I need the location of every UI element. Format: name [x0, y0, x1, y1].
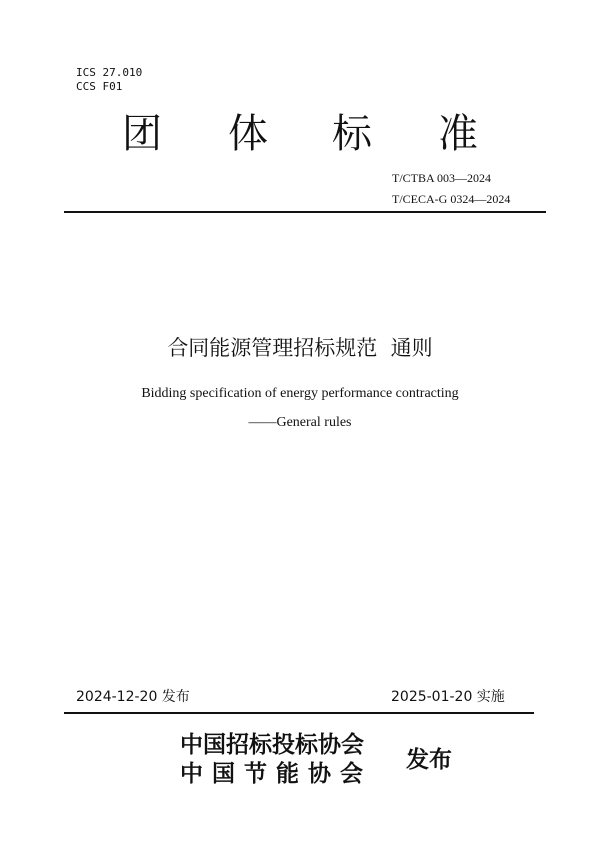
publisher-org-ceca: 中国节能协会: [180, 760, 372, 787]
publish-label: 发布: [406, 746, 452, 773]
publisher-org-ctba: 中国招标投标协会: [180, 731, 364, 758]
issue-date: 2024-12-20 发布: [76, 689, 190, 705]
implementation-date: 2025-01-20 实施: [391, 689, 505, 705]
title-chinese: 合同能源管理招标规范 通则: [167, 336, 433, 360]
doctype-char: 准: [438, 111, 478, 157]
doctype-char: 体: [228, 111, 268, 157]
standard-code-ceca: T/CECA-G 0324—2024: [392, 192, 511, 206]
doctype-char: 标: [332, 111, 372, 157]
footer-divider: [64, 712, 534, 714]
document-type-heading: [0, 108, 600, 160]
subtitle-english: ——General rules: [248, 415, 352, 430]
title-english: Bidding specification of energy performance contracting: [141, 386, 459, 401]
ccs-code: CCS F01: [76, 80, 123, 93]
doctype-char: 团: [122, 111, 162, 157]
ics-code: ICS 27.010: [76, 66, 143, 79]
header-divider: [64, 211, 546, 213]
standard-code-ctba: T/CTBA 003—2024: [392, 171, 492, 185]
